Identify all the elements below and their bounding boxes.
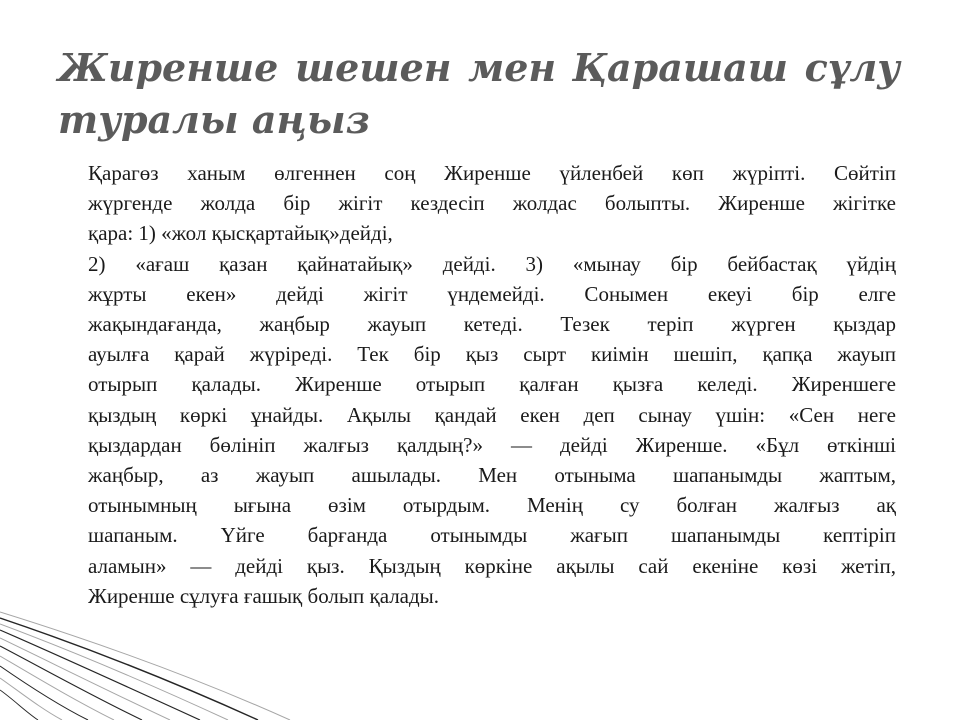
decor-curve [0, 678, 62, 720]
text-line: қыздың көркі ұнайды. Ақылы қандай екен деп сынау үшін: «Сен неге [88, 402, 896, 427]
slide-body [88, 158, 896, 611]
decor-lines [0, 612, 290, 720]
text-line: 2) «ағаш қазан қайнатайық» дейді. 3) «мынау бір бейбастақ үйдің [88, 251, 896, 276]
decor-curve [0, 630, 200, 720]
decor-curve [0, 618, 258, 720]
text-line: жүргенде жолда бір жігіт кездесіп жолдас болыпты. Жиренше жігітке [88, 191, 896, 216]
paragraph-2 [88, 249, 896, 611]
text-line: ауылға қарай жүріреді. Тек бір қыз сырт киімін шешіп, қапқа жауып [88, 342, 896, 367]
text-line: шапаным. Үйге барғанда отынымды жағып шапанымды кептіріп [88, 523, 896, 548]
text-line: отынымның ығына өзім отырдым. Менің су болған жалғыз ақ [88, 493, 896, 518]
text-line: қыздардан бөлініп жалғыз қалдың?» — дейді Жиренше. «Бұл өткінші [88, 432, 896, 457]
paragraph-1 [88, 158, 896, 249]
text-line: қара: 1) «жол қысқартайық»дейді, [88, 221, 393, 246]
slide-title: Жиренше шешен мен Қарашаш сұлу туралы аңыз [58, 45, 900, 142]
text-line: жаңбыр, аз жауып ашылады. Мен отыныма шапанымды жаптым, [88, 463, 896, 488]
text-line: аламын» — дейді қыз. Қыздың көркіне ақылы сай екеніне көзі жетіп, [88, 553, 896, 578]
decor-curve [0, 656, 114, 720]
decor-curve [0, 624, 228, 720]
decor-curve [0, 612, 290, 720]
decor-curve [0, 638, 170, 720]
text-line: жұрты екен» дейді жігіт үндемейді. Сонымен екеуі бір елге [88, 281, 896, 306]
decor-curve [0, 666, 88, 720]
decor-curve [0, 690, 38, 720]
text-line: отырып қалады. Жиренше отырып қалған қызға келеді. Жиреншеге [88, 372, 896, 397]
text-line: Жиренше сұлуға ғашық болып қалады. [88, 583, 440, 608]
text-line: Қарагөз ханым өлгеннен соң Жиренше үйленбей көп жүріпті. Сөйтіп [88, 161, 896, 185]
text-line: жақындағанда, жаңбыр жауып кетеді. Тезек теріп жүрген қыздар [88, 312, 896, 337]
decor-curve [0, 646, 142, 720]
